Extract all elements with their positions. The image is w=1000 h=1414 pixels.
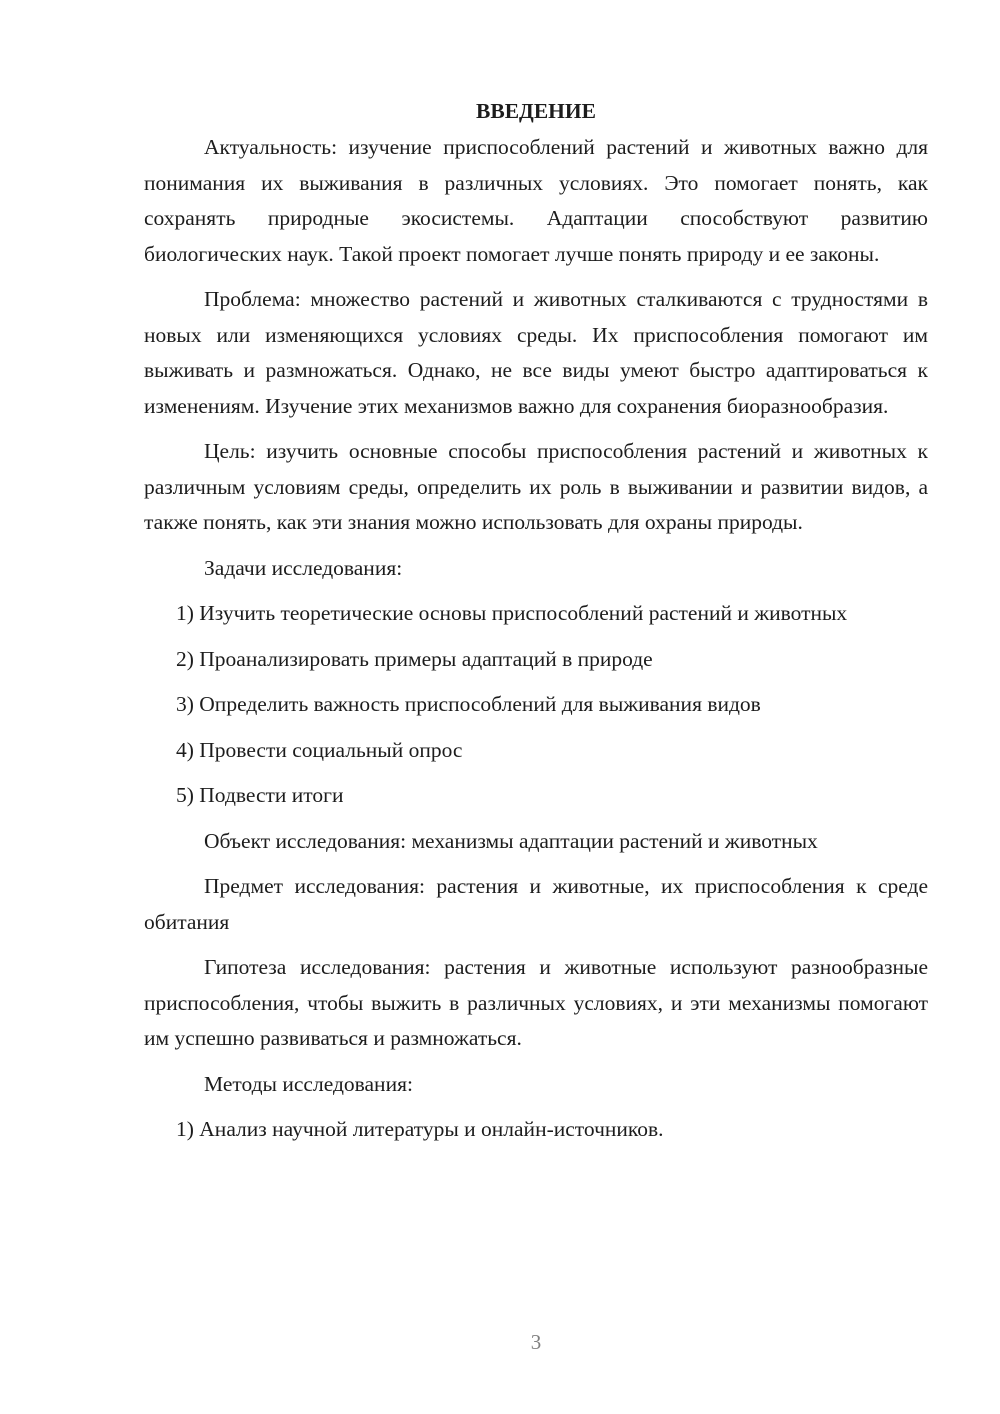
hypothesis-paragraph: Гипотеза исследования: растения и животные используют разнообразные приспособления, чтобы выжить в различных условиях, и эти механизмы помогают им успешно развиваться и размножаться. <box>144 955 928 1050</box>
method-item: 1) Анализ научной литературы и онлайн-источников. <box>176 1117 664 1141</box>
document-page <box>144 96 928 1158</box>
task-item: 3) Определить важность приспособлений для выживания видов <box>176 692 761 716</box>
task-item: 2) Проанализировать примеры адаптаций в природе <box>176 646 653 671</box>
page-number: 3 <box>530 1330 542 1354</box>
task-item: 4) Провести социальный опрос <box>176 737 463 762</box>
task-item: 1) Изучить теоретические основы приспособлений растений и животных <box>176 601 848 625</box>
object-line: Объект исследования: механизмы адаптации растений и животных <box>204 828 818 853</box>
section-title: ВВЕДЕНИЕ <box>476 99 596 123</box>
task-item: 5) Подвести итоги <box>176 783 344 807</box>
relevance-paragraph: Актуальность: изучение приспособлений растений и животных важно для понимания их выживания в различных условиях. Это помогает понять, как сохранять природные экосистемы. Адаптации способствуют развитию биологических наук. Такой проект помогает лучше понять природу и ее законы. <box>144 135 928 266</box>
subject-paragraph: Предмет исследования: растения и животные, их приспособления к среде обитания <box>144 874 928 934</box>
problem-paragraph: Проблема: множество растений и животных сталкиваются с трудностями в новых или изменяющихся условиях среды. Их приспособления помогают им выживать и размножаться. Однако, не все виды умеют быстро адаптироваться к изменениям. Изучение этих механизмов важно для сохранения биоразнообразия. <box>144 287 928 418</box>
tasks-heading: Задачи исследования: <box>204 555 403 580</box>
methods-heading: Методы исследования: <box>204 1071 413 1096</box>
goal-paragraph: Цель: изучить основные способы приспособления растений и животных к различным условиям среды, определить их роль в выживании и развитии видов, а также понять, как эти знания можно использовать для охраны природы. <box>144 439 928 534</box>
